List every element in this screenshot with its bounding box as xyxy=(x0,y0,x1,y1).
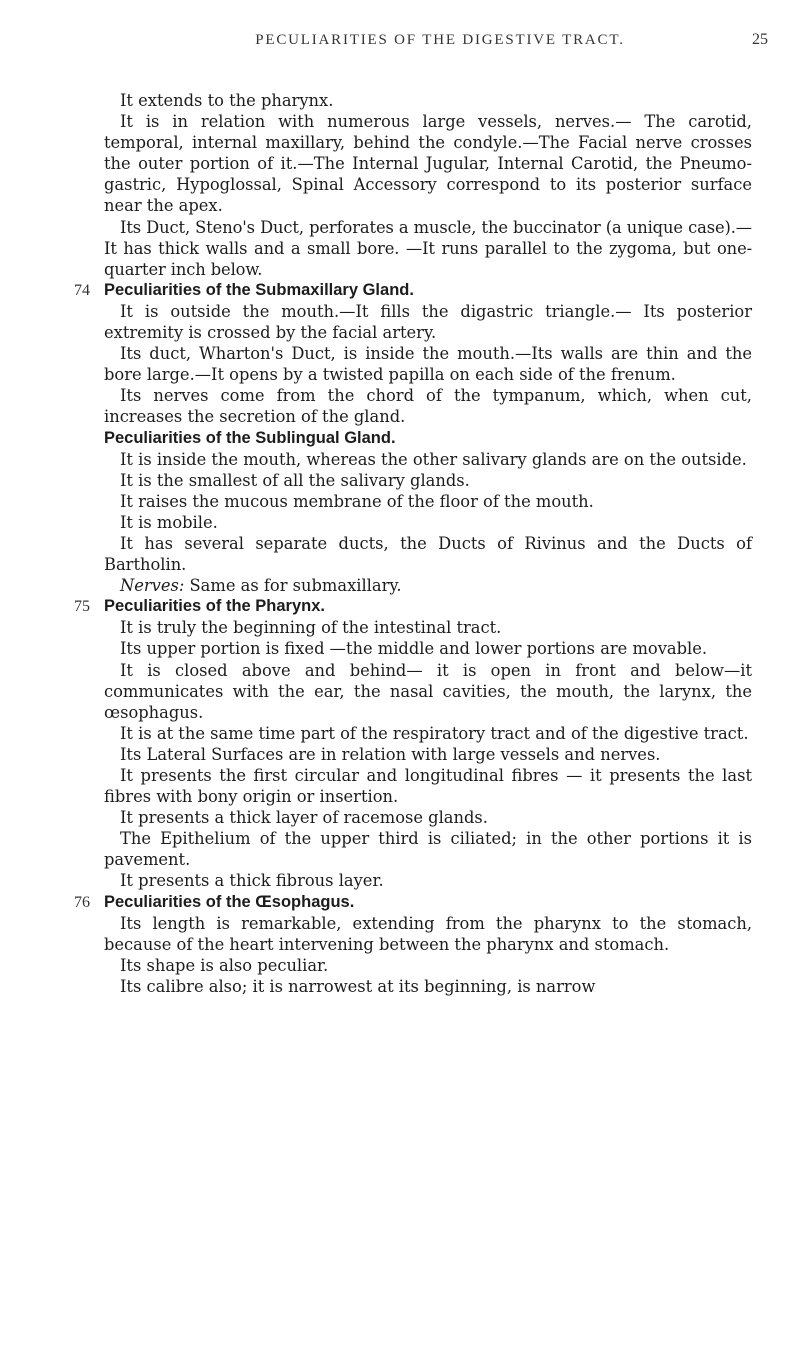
paragraph: It presents a thick layer of racemose glands. xyxy=(120,808,488,828)
section-heading-submaxillary xyxy=(74,280,752,301)
paragraph: Its Lateral Surfaces are in relation with large vessels and nerves. xyxy=(120,744,661,764)
paragraph: It extends to the pharynx. xyxy=(120,91,334,110)
paragraph: It has several separate ducts, the Ducts of Rivinus and the Ducts of Bartholin. xyxy=(104,533,752,575)
paragraph-nerves xyxy=(104,575,752,596)
section-heading-sublingual xyxy=(104,428,752,449)
running-head: PECULIARITIES OF THE DIGESTIVE TRACT. xyxy=(255,32,625,48)
paragraph: Its duct, Wharton's Duct, is inside the mouth.—Its walls are thin and the bore large.—It opens by a twisted papilla on each side of the frenum. xyxy=(104,344,752,385)
paragraph: It is truly the beginning of the intestinal tract. xyxy=(120,618,502,638)
paragraph: It is in relation with numerous large vessels, nerves.— The carotid, temporal, internal maxillary, behind the condyle.—The Facial nerve crosses the outer portion of it.—The Internal Jugular, Internal Carotid, the Pneumo-gastric, Hypoglossal, Spinal Accessory correspond to its posterior surface near the apex. xyxy=(104,112,752,216)
section-title: Peculiarities of the Sublingual Gland. xyxy=(104,428,396,447)
nerves-label: Nerves: xyxy=(120,576,185,596)
paragraph: It is at the same time part of the respiratory tract and of the digestive tract. xyxy=(120,723,749,743)
paragraph: Its Duct, Steno's Duct, perforates a muscle, the buccinator (a unique case).—It has thick walls and a small bore. —It runs parallel to the zygoma, but one-quarter inch below. xyxy=(104,217,752,279)
page-number: 25 xyxy=(752,31,768,48)
section-title: Peculiarities of the Submaxillary Gland. xyxy=(104,280,414,299)
paragraph: Its calibre also; it is narrowest at its beginning, is narrow xyxy=(120,976,596,996)
paragraph: Its nerves come from the chord of the tympanum, which, when cut, increases the secretion of the gland. xyxy=(104,386,752,427)
section-title: Peculiarities of the Œsophagus. xyxy=(104,892,355,911)
paragraph: It presents the first circular and longitudinal fibres — it presents the last fibres with bony origin or insertion. xyxy=(104,766,752,807)
paragraph: Its upper portion is fixed —the middle and lower portions are movable. xyxy=(120,639,708,659)
paragraph: The Epithelium of the upper third is ciliated; in the other portions it is pavement. xyxy=(104,829,752,870)
section-number: 75 xyxy=(74,598,90,616)
paragraph: It is mobile. xyxy=(120,512,218,532)
paragraph: Its shape is also peculiar. xyxy=(120,955,329,975)
paragraph: It presents a thick fibrous layer. xyxy=(120,871,384,891)
section-heading-oesophagus xyxy=(74,892,752,913)
section-title: Peculiarities of the Pharynx. xyxy=(104,597,325,616)
paragraph: It is closed above and behind— it is open in front and below—it communicates with the ear, the nasal cavities, the mouth, the larynx, the œsophagus. xyxy=(104,660,752,722)
section-number: 76 xyxy=(74,893,90,911)
paragraph: It is inside the mouth, whereas the other salivary glands are on the outside. xyxy=(120,449,747,469)
section-number: 74 xyxy=(74,281,90,299)
paragraph: It raises the mucous membrane of the floor of the mouth. xyxy=(120,491,594,511)
page-body xyxy=(74,90,752,997)
section-heading-pharynx xyxy=(74,596,752,617)
nerves-text: Same as for submaxillary. xyxy=(189,576,402,596)
paragraph: It is outside the mouth.—It fills the digastric triangle.— Its posterior extremity is crossed by the facial artery. xyxy=(104,301,752,343)
paragraph: Its length is remarkable, extending from the pharynx to the stomach, because of the heart intervening between the pharynx and stomach. xyxy=(104,913,752,954)
paragraph: It is the smallest of all the salivary glands. xyxy=(120,470,470,490)
